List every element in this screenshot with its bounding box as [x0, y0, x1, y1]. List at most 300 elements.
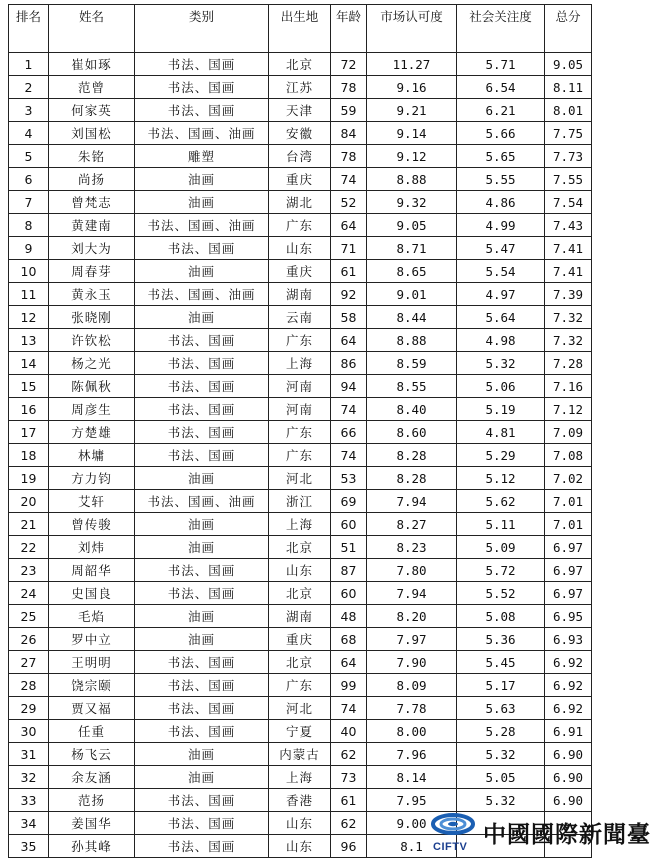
- cell-social: 4.81: [457, 421, 545, 444]
- cell-name: 周春芽: [49, 260, 135, 283]
- cell-social: 5.66: [457, 122, 545, 145]
- cell-category: 书法、国画: [135, 697, 269, 720]
- cell-category: 油画: [135, 628, 269, 651]
- artist-ranking-table: [8, 4, 592, 858]
- cell-total: 6.92: [545, 697, 592, 720]
- cell-market: 8.28: [367, 467, 457, 490]
- cell-market: 8.23: [367, 536, 457, 559]
- cell-category: 雕塑: [135, 145, 269, 168]
- cell-birthplace: 山东: [269, 559, 331, 582]
- cell-birthplace: 广东: [269, 444, 331, 467]
- cell-age: 68: [331, 628, 367, 651]
- cell-rank: 3: [9, 99, 49, 122]
- cell-social: 5.62: [457, 490, 545, 513]
- cell-name: 方楚雄: [49, 421, 135, 444]
- cell-age: 94: [331, 375, 367, 398]
- cell-age: 72: [331, 53, 367, 76]
- cell-name: 范扬: [49, 789, 135, 812]
- cell-category: 书法、国画、油画: [135, 283, 269, 306]
- cell-market: 9.00: [367, 812, 457, 835]
- cell-category: 书法、国画: [135, 651, 269, 674]
- cell-category: 书法、国画: [135, 835, 269, 858]
- table-row: [9, 283, 592, 306]
- cell-market: 8.14: [367, 766, 457, 789]
- cell-name: 曾传骏: [49, 513, 135, 536]
- cell-rank: 30: [9, 720, 49, 743]
- cell-category: 书法、国画: [135, 375, 269, 398]
- cell-market: 8.71: [367, 237, 457, 260]
- cell-rank: 35: [9, 835, 49, 858]
- cell-name: 艾轩: [49, 490, 135, 513]
- cell-birthplace: 北京: [269, 536, 331, 559]
- cell-category: 油画: [135, 168, 269, 191]
- cell-total: 7.28: [545, 352, 592, 375]
- cell-name: 陈佩秋: [49, 375, 135, 398]
- cell-category: 书法、国画: [135, 99, 269, 122]
- cell-rank: 33: [9, 789, 49, 812]
- cell-birthplace: 浙江: [269, 490, 331, 513]
- cell-category: 油画: [135, 306, 269, 329]
- cell-name: 杨飞云: [49, 743, 135, 766]
- cell-birthplace: 山东: [269, 812, 331, 835]
- cell-category: 书法、国画: [135, 720, 269, 743]
- cell-market: 8.1: [367, 835, 457, 858]
- cell-name: 周韶华: [49, 559, 135, 582]
- cell-age: 60: [331, 582, 367, 605]
- cell-age: 40: [331, 720, 367, 743]
- cell-market: 9.12: [367, 145, 457, 168]
- cell-social: 6.54: [457, 76, 545, 99]
- cell-social: 5.12: [457, 467, 545, 490]
- cell-name: 周彦生: [49, 398, 135, 421]
- cell-birthplace: 北京: [269, 651, 331, 674]
- cell-category: 书法、国画: [135, 237, 269, 260]
- cell-total: 8.01: [545, 99, 592, 122]
- cell-birthplace: 广东: [269, 421, 331, 444]
- cell-age: 51: [331, 536, 367, 559]
- cell-name: 姜国华: [49, 812, 135, 835]
- cell-birthplace: 重庆: [269, 168, 331, 191]
- cell-rank: 18: [9, 444, 49, 467]
- cell-market: 7.97: [367, 628, 457, 651]
- table-row: [9, 697, 592, 720]
- cell-birthplace: 天津: [269, 99, 331, 122]
- cell-market: 8.40: [367, 398, 457, 421]
- table-row: [9, 145, 592, 168]
- cell-rank: 23: [9, 559, 49, 582]
- cell-total: 7.75: [545, 122, 592, 145]
- cell-total: 7.02: [545, 467, 592, 490]
- cell-category: 书法、国画、油画: [135, 214, 269, 237]
- cell-category: 油画: [135, 766, 269, 789]
- header-rank: 排名: [9, 5, 49, 53]
- cell-rank: 20: [9, 490, 49, 513]
- cell-social: 5.32: [457, 789, 545, 812]
- cell-total: 7.08: [545, 444, 592, 467]
- table-row: [9, 352, 592, 375]
- cell-market: 8.44: [367, 306, 457, 329]
- cell-birthplace: 河南: [269, 398, 331, 421]
- cell-age: 96: [331, 835, 367, 858]
- cell-age: 59: [331, 99, 367, 122]
- cell-total: 7.43: [545, 214, 592, 237]
- cell-age: 71: [331, 237, 367, 260]
- table-row: [9, 720, 592, 743]
- cell-name: 方力钧: [49, 467, 135, 490]
- watermark-text: 中國國際新聞臺: [483, 822, 651, 848]
- cell-total: 6.93: [545, 628, 592, 651]
- cell-social: 5.55: [457, 168, 545, 191]
- cell-rank: 21: [9, 513, 49, 536]
- cell-category: 书法、国画: [135, 421, 269, 444]
- cell-social: 5.36: [457, 628, 545, 651]
- cell-category: 油画: [135, 513, 269, 536]
- header-age: 年龄: [331, 5, 367, 53]
- cell-social: 5.06: [457, 375, 545, 398]
- cell-category: 书法、国画: [135, 76, 269, 99]
- cell-market: 9.05: [367, 214, 457, 237]
- table-row: [9, 398, 592, 421]
- cell-age: 78: [331, 145, 367, 168]
- cell-category: 油画: [135, 467, 269, 490]
- cell-market: 8.60: [367, 421, 457, 444]
- cell-rank: 1: [9, 53, 49, 76]
- table-row: [9, 444, 592, 467]
- cell-social: 5.54: [457, 260, 545, 283]
- table-row: [9, 421, 592, 444]
- cell-category: 书法、国画: [135, 398, 269, 421]
- cell-age: 74: [331, 697, 367, 720]
- cell-social: 5.63: [457, 697, 545, 720]
- cell-market: 8.28: [367, 444, 457, 467]
- table-row: [9, 53, 592, 76]
- cell-rank: 17: [9, 421, 49, 444]
- cell-total: 6.90: [545, 766, 592, 789]
- cell-name: 任重: [49, 720, 135, 743]
- cell-name: 史国良: [49, 582, 135, 605]
- cell-category: 书法、国画: [135, 329, 269, 352]
- cell-total: 7.32: [545, 306, 592, 329]
- cell-market: 9.01: [367, 283, 457, 306]
- cell-age: 61: [331, 260, 367, 283]
- cell-total: 7.73: [545, 145, 592, 168]
- cell-total: 8.11: [545, 76, 592, 99]
- cell-age: 78: [331, 76, 367, 99]
- cell-social: 5.17: [457, 674, 545, 697]
- cell-social: 4.99: [457, 214, 545, 237]
- cell-social: 5.09: [457, 536, 545, 559]
- cell-social: 5.28: [457, 720, 545, 743]
- cell-age: 48: [331, 605, 367, 628]
- cell-name: 崔如琢: [49, 53, 135, 76]
- cell-market: 8.20: [367, 605, 457, 628]
- cell-total: 7.55: [545, 168, 592, 191]
- cell-birthplace: 江苏: [269, 76, 331, 99]
- table-row: [9, 375, 592, 398]
- cell-rank: 4: [9, 122, 49, 145]
- cell-age: 62: [331, 743, 367, 766]
- cell-total: 6.92: [545, 674, 592, 697]
- cell-name: 刘大为: [49, 237, 135, 260]
- cell-age: 99: [331, 674, 367, 697]
- cell-name: 何家英: [49, 99, 135, 122]
- header-total: 总分: [545, 5, 592, 53]
- table-row: [9, 191, 592, 214]
- table-row: [9, 214, 592, 237]
- cell-social: 6.21: [457, 99, 545, 122]
- cell-name: 杨之光: [49, 352, 135, 375]
- cell-birthplace: 广东: [269, 214, 331, 237]
- cell-rank: 9: [9, 237, 49, 260]
- cell-name: 许钦松: [49, 329, 135, 352]
- cell-rank: 10: [9, 260, 49, 283]
- cell-birthplace: 北京: [269, 582, 331, 605]
- table-row: [9, 168, 592, 191]
- table-row: [9, 329, 592, 352]
- cell-social: 5.29: [457, 444, 545, 467]
- table-row: [9, 490, 592, 513]
- cell-rank: 24: [9, 582, 49, 605]
- cell-rank: 28: [9, 674, 49, 697]
- cell-category: 油画: [135, 260, 269, 283]
- cell-birthplace: 广东: [269, 674, 331, 697]
- cell-total: 6.97: [545, 536, 592, 559]
- cell-rank: 34: [9, 812, 49, 835]
- cell-social: 5.11: [457, 513, 545, 536]
- cell-market: 9.14: [367, 122, 457, 145]
- cell-total: 9.05: [545, 53, 592, 76]
- cell-name: 刘国松: [49, 122, 135, 145]
- cell-age: 84: [331, 122, 367, 145]
- cell-age: 74: [331, 444, 367, 467]
- cell-age: 74: [331, 168, 367, 191]
- header-category: 类别: [135, 5, 269, 53]
- cell-rank: 13: [9, 329, 49, 352]
- cell-total: 7.16: [545, 375, 592, 398]
- cell-market: 7.95: [367, 789, 457, 812]
- cell-age: 69: [331, 490, 367, 513]
- cell-market: 8.59: [367, 352, 457, 375]
- table-row: [9, 628, 592, 651]
- cell-rank: 31: [9, 743, 49, 766]
- cell-social: 5.64: [457, 306, 545, 329]
- cell-social: 5.32: [457, 743, 545, 766]
- cell-market: 8.27: [367, 513, 457, 536]
- cell-total: 6.95: [545, 605, 592, 628]
- cell-total: 7.01: [545, 513, 592, 536]
- table-row: [9, 513, 592, 536]
- cell-birthplace: 广东: [269, 329, 331, 352]
- cell-rank: 26: [9, 628, 49, 651]
- cell-name: 张晓刚: [49, 306, 135, 329]
- table-row: [9, 605, 592, 628]
- cell-rank: 15: [9, 375, 49, 398]
- cell-name: 余友涵: [49, 766, 135, 789]
- table-row: [9, 536, 592, 559]
- cell-total: 6.97: [545, 582, 592, 605]
- cell-age: 58: [331, 306, 367, 329]
- cell-total: 7.32: [545, 329, 592, 352]
- cell-rank: 32: [9, 766, 49, 789]
- cell-category: 书法、国画: [135, 789, 269, 812]
- cell-total: 7.41: [545, 260, 592, 283]
- table-row: [9, 260, 592, 283]
- cell-age: 53: [331, 467, 367, 490]
- cell-name: 王明明: [49, 651, 135, 674]
- cell-birthplace: 台湾: [269, 145, 331, 168]
- cell-market: 11.27: [367, 53, 457, 76]
- cell-total: 6.97: [545, 559, 592, 582]
- cell-social: 5.32: [457, 352, 545, 375]
- cell-rank: 6: [9, 168, 49, 191]
- cell-total: 7.12: [545, 398, 592, 421]
- table-row: [9, 306, 592, 329]
- table-row: [9, 766, 592, 789]
- cell-total: 7.54: [545, 191, 592, 214]
- cell-total: 6.90: [545, 789, 592, 812]
- cell-category: 书法、国画: [135, 582, 269, 605]
- cell-social: 5.52: [457, 582, 545, 605]
- cell-birthplace: 湖南: [269, 283, 331, 306]
- cell-rank: 22: [9, 536, 49, 559]
- header-social: 社会关注度: [457, 5, 545, 53]
- cell-total: 7.09: [545, 421, 592, 444]
- cell-social: 4.86: [457, 191, 545, 214]
- cell-social: 4.97: [457, 283, 545, 306]
- cell-category: 书法、国画: [135, 674, 269, 697]
- cell-birthplace: 重庆: [269, 628, 331, 651]
- cell-birthplace: 上海: [269, 352, 331, 375]
- cell-market: 7.78: [367, 697, 457, 720]
- cell-market: 8.65: [367, 260, 457, 283]
- cell-market: 7.90: [367, 651, 457, 674]
- cell-category: 书法、国画、油画: [135, 122, 269, 145]
- cell-rank: 11: [9, 283, 49, 306]
- cell-birthplace: 山东: [269, 237, 331, 260]
- cell-birthplace: 河南: [269, 375, 331, 398]
- cell-age: 87: [331, 559, 367, 582]
- cell-rank: 14: [9, 352, 49, 375]
- cell-age: 92: [331, 283, 367, 306]
- cell-age: 86: [331, 352, 367, 375]
- cell-market: 9.16: [367, 76, 457, 99]
- cell-category: 书法、国画、油画: [135, 490, 269, 513]
- cell-birthplace: 内蒙古: [269, 743, 331, 766]
- cell-name: 刘炜: [49, 536, 135, 559]
- cell-rank: 29: [9, 697, 49, 720]
- table-row: [9, 467, 592, 490]
- cell-total: 6.91: [545, 720, 592, 743]
- cell-social: 5.08: [457, 605, 545, 628]
- cell-name: 孙其峰: [49, 835, 135, 858]
- cell-birthplace: 香港: [269, 789, 331, 812]
- cell-birthplace: 上海: [269, 766, 331, 789]
- cell-social: 5.71: [457, 53, 545, 76]
- cell-name: 黄建南: [49, 214, 135, 237]
- cell-market: 8.09: [367, 674, 457, 697]
- cell-rank: 2: [9, 76, 49, 99]
- cell-birthplace: 河北: [269, 467, 331, 490]
- header-birthplace: 出生地: [269, 5, 331, 53]
- cell-category: 油画: [135, 743, 269, 766]
- table-row: [9, 651, 592, 674]
- cell-category: 书法、国画: [135, 352, 269, 375]
- cell-market: 7.96: [367, 743, 457, 766]
- cell-market: 8.88: [367, 168, 457, 191]
- cell-birthplace: 云南: [269, 306, 331, 329]
- cell-market: 9.32: [367, 191, 457, 214]
- watermark-brand: CIFTV: [433, 841, 468, 853]
- cell-age: 66: [331, 421, 367, 444]
- cell-age: 61: [331, 789, 367, 812]
- cell-age: 64: [331, 651, 367, 674]
- cell-rank: 16: [9, 398, 49, 421]
- cifitv-watermark: [425, 808, 665, 858]
- cell-total: 6.92: [545, 651, 592, 674]
- table-row: [9, 674, 592, 697]
- cell-birthplace: 北京: [269, 53, 331, 76]
- cell-name: 贾又福: [49, 697, 135, 720]
- cell-name: 朱铭: [49, 145, 135, 168]
- cell-category: 书法、国画: [135, 559, 269, 582]
- cell-age: 62: [331, 812, 367, 835]
- cell-name: 范曾: [49, 76, 135, 99]
- cell-birthplace: 山东: [269, 835, 331, 858]
- cell-category: 油画: [135, 605, 269, 628]
- header-row: [9, 5, 592, 53]
- cell-category: 书法、国画: [135, 53, 269, 76]
- cell-total: 7.01: [545, 490, 592, 513]
- cell-rank: 8: [9, 214, 49, 237]
- table-row: [9, 122, 592, 145]
- table-row: [9, 237, 592, 260]
- cell-rank: 27: [9, 651, 49, 674]
- cell-market: 9.21: [367, 99, 457, 122]
- table-row: [9, 99, 592, 122]
- cell-social: 5.05: [457, 766, 545, 789]
- cell-total: 7.39: [545, 283, 592, 306]
- cell-category: 油画: [135, 191, 269, 214]
- cell-market: 7.94: [367, 582, 457, 605]
- cell-age: 74: [331, 398, 367, 421]
- cell-category: 书法、国画: [135, 444, 269, 467]
- cell-name: 罗中立: [49, 628, 135, 651]
- cell-total: 6.90: [545, 743, 592, 766]
- cell-rank: 25: [9, 605, 49, 628]
- cell-rank: 5: [9, 145, 49, 168]
- cell-market: 8.00: [367, 720, 457, 743]
- table-row: [9, 743, 592, 766]
- cell-name: 尚扬: [49, 168, 135, 191]
- cell-social: 5.72: [457, 559, 545, 582]
- table-row: [9, 582, 592, 605]
- cell-name: 黄永玉: [49, 283, 135, 306]
- cell-birthplace: 上海: [269, 513, 331, 536]
- cell-age: 64: [331, 214, 367, 237]
- cell-rank: 12: [9, 306, 49, 329]
- cell-rank: 7: [9, 191, 49, 214]
- cell-name: 饶宗颐: [49, 674, 135, 697]
- cell-total: 7.41: [545, 237, 592, 260]
- cell-age: 52: [331, 191, 367, 214]
- cell-social: 5.45: [457, 651, 545, 674]
- cell-category: 书法、国画: [135, 812, 269, 835]
- cell-name: 林墉: [49, 444, 135, 467]
- cell-birthplace: 河北: [269, 697, 331, 720]
- cell-category: 油画: [135, 536, 269, 559]
- cell-social: 5.65: [457, 145, 545, 168]
- cell-market: 8.55: [367, 375, 457, 398]
